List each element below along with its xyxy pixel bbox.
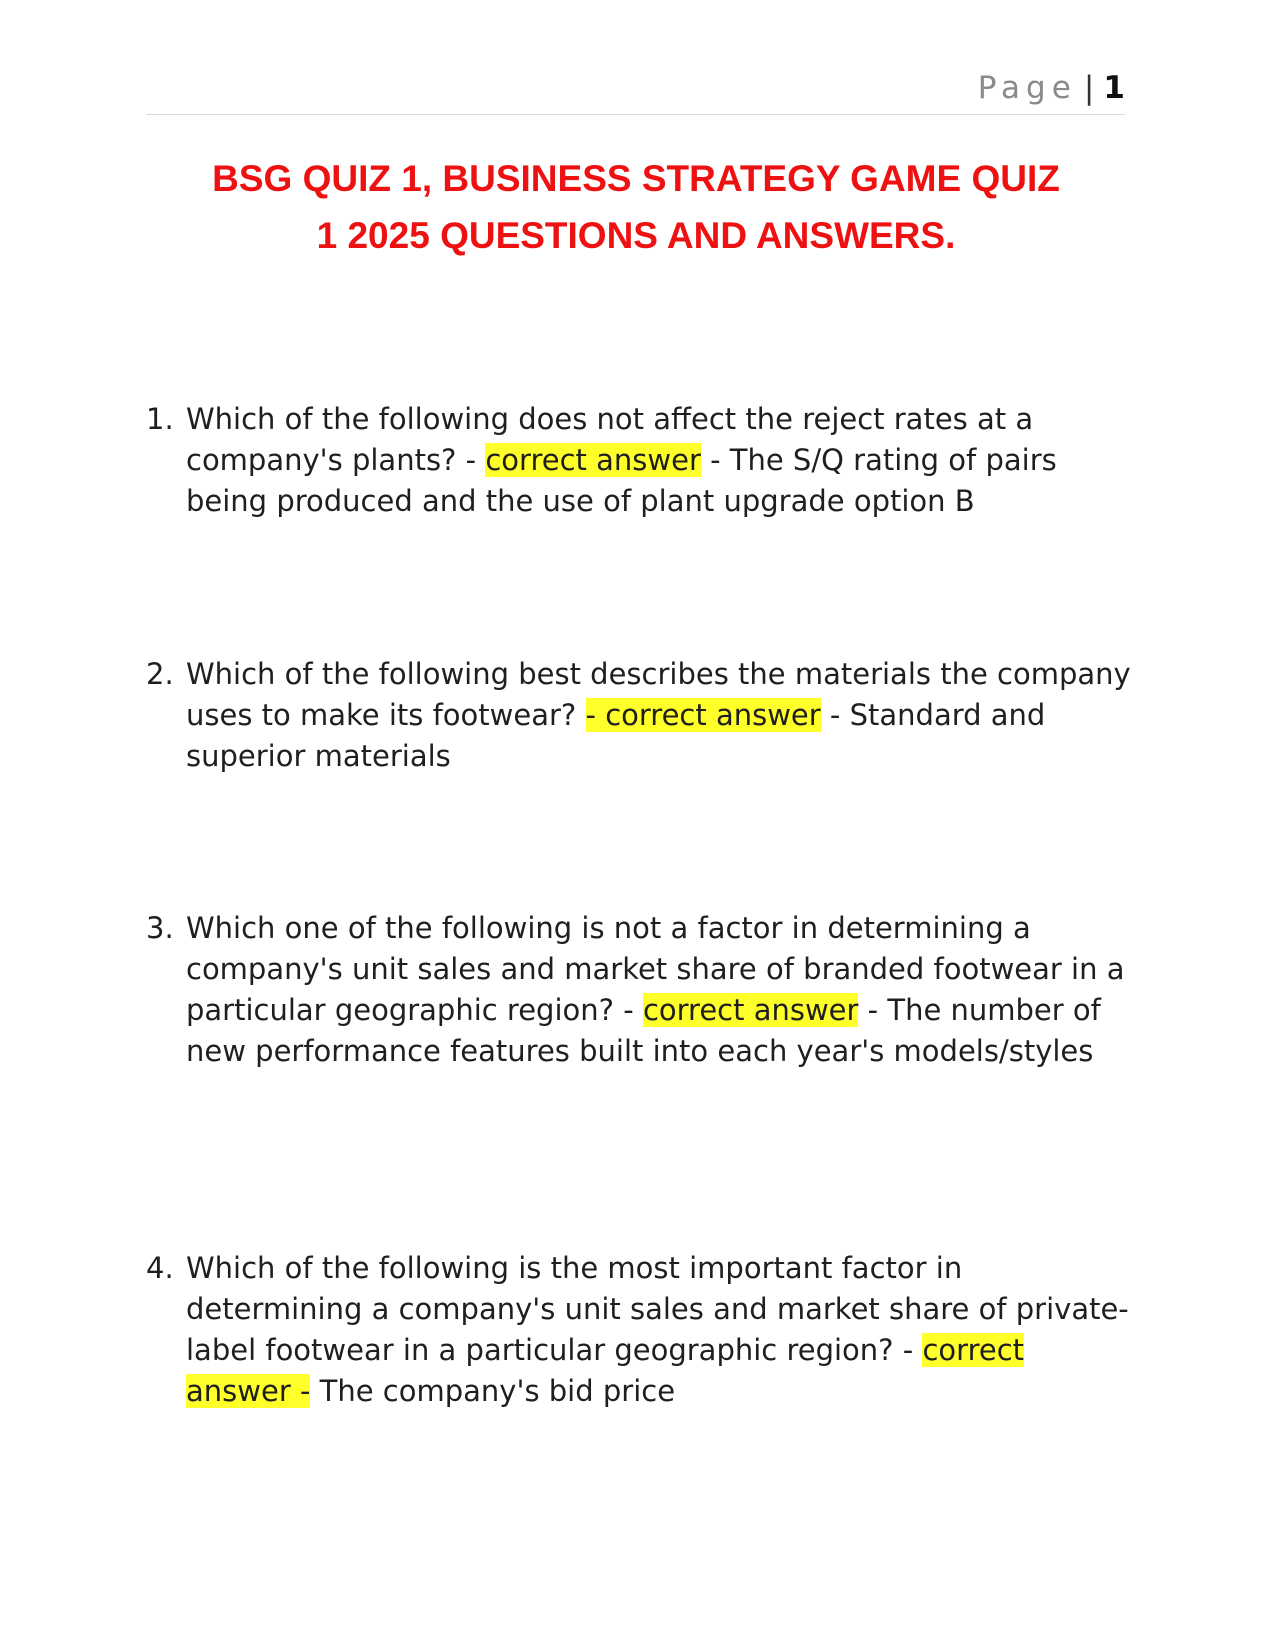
title-line-2: 1 2025 QUESTIONS AND ANSWERS. <box>316 215 956 256</box>
question-item <box>146 654 1136 777</box>
title-line-1: BSG QUIZ 1, BUSINESS STRATEGY GAME QUIZ <box>212 158 1060 199</box>
question-number: 1. <box>146 402 174 436</box>
correct-answer-tag: correct answer - <box>186 1333 1025 1408</box>
page-number: 1 <box>1103 70 1125 106</box>
question-item <box>146 1248 1136 1412</box>
question-number: 2. <box>146 657 174 691</box>
answer-text: The company's bid price <box>310 1374 676 1408</box>
question-item <box>146 399 1136 522</box>
page-label: Page <box>977 70 1077 106</box>
answer-text: - Standard and superior materials <box>186 698 1046 773</box>
question-text: Which of the following best describes the materials the company uses to make its footwear? <box>186 657 1131 732</box>
question-number: 4. <box>146 1251 174 1285</box>
question-body <box>186 1248 1136 1412</box>
question-number: 3. <box>146 911 174 945</box>
correct-answer-tag: correct answer <box>485 443 701 477</box>
page-header <box>146 70 1125 115</box>
question-body <box>186 654 1136 777</box>
correct-answer-tag: correct answer <box>642 993 859 1027</box>
document-title <box>140 150 1132 264</box>
answer-text: - The number of new performance features built into each year's models/styles <box>186 993 1101 1068</box>
question-body <box>186 399 1136 522</box>
correct-answer-tag: - correct answer <box>585 698 821 732</box>
question-text: Which one of the following is not a factor in determining a company's unit sales and market share of branded footwear in a particular geographic region? - <box>186 911 1125 1027</box>
page-separator: | <box>1083 70 1095 106</box>
question-text: Which of the following does not affect the reject rates at a company's plants? - <box>186 402 1034 477</box>
question-body <box>186 908 1136 1072</box>
answer-text: - The S/Q rating of pairs being produced and the use of plant upgrade option B <box>186 443 1057 518</box>
question-text: Which of the following is the most important factor in determining a company's unit sales and market share of private-label footwear in a particular geographic region? - <box>186 1251 1129 1367</box>
question-item <box>146 908 1136 1072</box>
